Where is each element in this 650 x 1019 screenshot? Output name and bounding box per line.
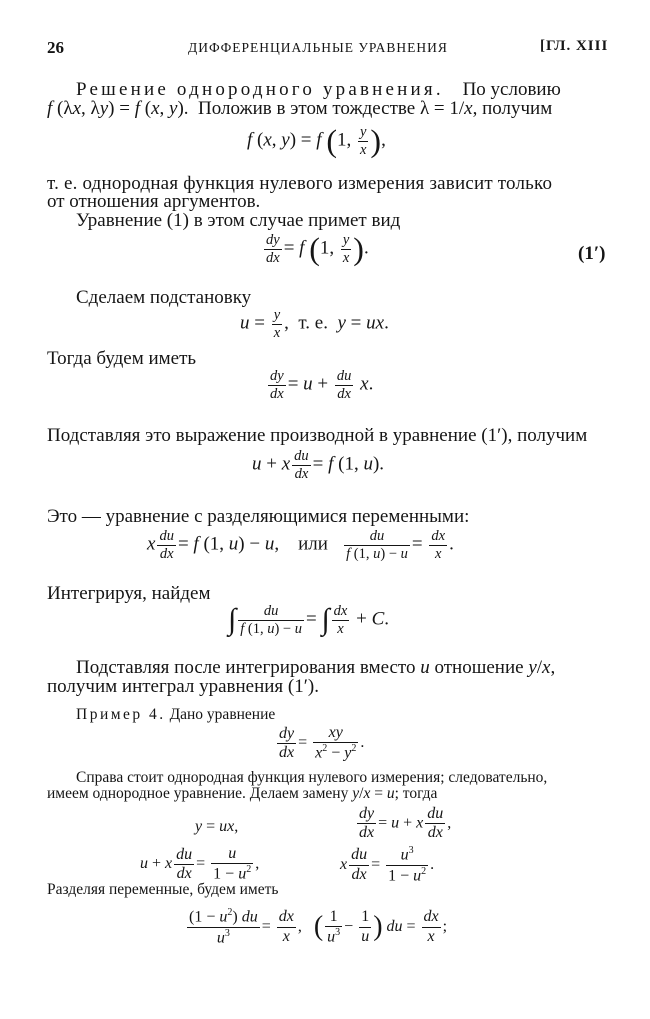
equation-f-xy: f (x, y) = f (1, $\frac{y}{x}$ ), — [247, 122, 386, 159]
paragraph-1-line-2: f (λx, λy) = f (x, y). Положив в этом тождестве λ = 1/x, получим — [47, 98, 553, 119]
equation-substitution: u = $\frac{y}{x}$ , т. е. y = ux. — [240, 307, 389, 341]
paragraph-2-line-2: от отношения аргументов. — [47, 191, 261, 212]
equation-separable: x $\frac{du}{dx}$ = f (1, u) − u, или $\frac{du}{f (1, u) - u}$ = $\frac{dx}{x}$ . — [147, 528, 454, 562]
example-line-1: Справа стоит однородная функция нулевого измерения; следовательно, — [76, 769, 548, 786]
example-eq-simplified: x $\frac{du}{dx}$ = $\frac{u^3}{1 - u^2}$ . — [340, 845, 435, 885]
equation-1-prime: $\frac{dy}{dx}$ = f (1, $\frac{y}{x}$ ). — [266, 230, 369, 267]
example-equation: $\frac{dy}{dx}$ = $\frac{xy}{x^2 - y^2}$ . — [279, 724, 365, 762]
paragraph-1-line-1: Решение однородного уравнения. По условию — [76, 79, 561, 100]
example-line-2: имеем однородное уравнение. Делаем замену y/x = u; тогда — [47, 785, 438, 802]
paragraph-3: Уравнение (1) в этом случае примет вид — [76, 210, 401, 231]
paragraph-6: Подставляя это выражение производной в уравнение (1′), получим — [47, 425, 588, 446]
section-heading: Решение однородного уравнения. — [76, 79, 444, 100]
equation-label: (1′) — [578, 243, 606, 264]
equation-u-plus: u + x $\frac{du}{dx}$ = f (1, u). — [252, 448, 385, 482]
running-title: ДИФФЕРЕНЦИАЛЬНЫЕ УРАВНЕНИЯ — [188, 40, 448, 55]
paragraph-5: Тогда будем иметь — [47, 348, 197, 369]
paragraph-2-line-1: т. е. однородная функция нулевого измерения зависит только — [47, 173, 553, 194]
page-number: 26 — [47, 38, 64, 57]
paragraph-9-line-1: Подставляя после интегрирования вместо u отношение y/x, — [76, 657, 556, 678]
paragraph-8: Интегрируя, найдем — [47, 583, 211, 604]
paragraph-9-line-2: получим интеграл уравнения (1′). — [47, 676, 319, 697]
equation-dy-dx: $\frac{dy}{dx}$ = u + $\frac{du}{dx}$ x. — [270, 368, 374, 402]
example-eq-y-ux: y = ux, — [195, 818, 239, 835]
paragraph-4: Сделаем подстановку — [76, 287, 252, 308]
example-eq-derivative: $\frac{dy}{dx}$ = u + x $\frac{du}{dx}$ , — [359, 805, 452, 842]
example-eq-separated: $\frac{(1 - u^2) du}{u^3}$ = $\frac{dx}{x}$ , ( $\frac{1}{u^3}$ − $\frac{1}{u}$ ) du = $\frac{dx}{x}$ ; — [189, 907, 448, 947]
example-line-3: Разделяя переменные, будем иметь — [47, 881, 279, 898]
example-eq-substituted: u + x $\frac{du}{dx}$ = $\frac{u}{1 - u^2}$ , — [140, 845, 260, 883]
chapter-label: [ГЛ. XIII — [540, 38, 609, 54]
equation-integral: ∫ $\frac{du}{f (1, u) - u}$ = ∫ $\frac{dx}{x}$ + C. — [228, 603, 390, 637]
paragraph-7: Это — уравнение с разделяющимися переменными: — [47, 506, 470, 527]
example-heading: Пример 4. Дано уравнение — [76, 706, 276, 723]
